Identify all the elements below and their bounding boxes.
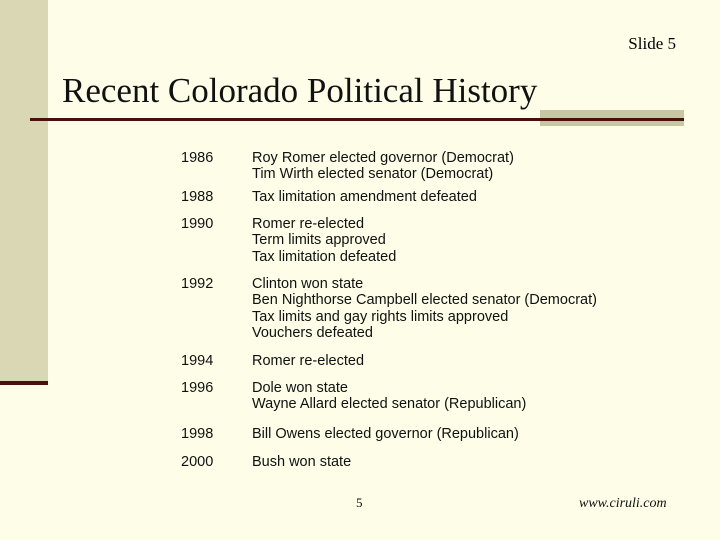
left-accent-bar-base [0, 381, 48, 385]
timeline-events [252, 216, 396, 265]
timeline-event: Roy Romer elected governor (Democrat) [252, 150, 514, 166]
timeline-year: 1996 [181, 380, 214, 396]
timeline-event: Bush won state [252, 454, 352, 470]
timeline-event: Tim Wirth elected senator (Democrat) [252, 166, 494, 183]
timeline-year: 1998 [181, 426, 214, 442]
timeline-year: 1990 [181, 216, 214, 232]
timeline-event: Tax limitation amendment defeated [252, 189, 477, 205]
slide-label: Slide 5 [628, 34, 676, 53]
timeline-year: 1994 [181, 353, 214, 369]
title-rule [30, 118, 582, 121]
timeline-events [252, 189, 477, 205]
timeline-event: Clinton won state [252, 276, 364, 292]
timeline-year: 1986 [181, 150, 214, 166]
timeline-events [252, 380, 526, 413]
timeline-year: 1992 [181, 276, 214, 292]
page-number: 5 [356, 495, 363, 510]
slide-title: Recent Colorado Political History [62, 71, 538, 110]
timeline-events [252, 150, 514, 183]
left-accent-bar [0, 0, 48, 381]
timeline-event: Term limits approved [252, 232, 386, 249]
timeline-year: 2000 [181, 454, 214, 470]
timeline-events [252, 426, 519, 442]
timeline-event: Ben Nighthorse Campbell elected senator (Democrat) [252, 292, 597, 309]
timeline-event: Dole won state [252, 380, 348, 396]
timeline-event: Wayne Allard elected senator (Republican) [252, 396, 527, 413]
timeline-event: Romer re-elected [252, 353, 365, 369]
timeline-event: Vouchers defeated [252, 324, 373, 341]
timeline-event: Tax limitation defeated [252, 248, 397, 265]
timeline-event: Bill Owens elected governor (Republican) [252, 426, 519, 442]
timeline-events [252, 454, 351, 470]
timeline-event: Romer re-elected [252, 216, 365, 232]
timeline-events [252, 353, 364, 369]
title-rule-extension [540, 118, 684, 121]
timeline-year: 1988 [181, 189, 214, 205]
timeline-event: Tax limits and gay rights limits approved [252, 308, 509, 325]
timeline-events [252, 276, 597, 341]
footer-website[interactable]: www.ciruli.com [579, 496, 667, 511]
